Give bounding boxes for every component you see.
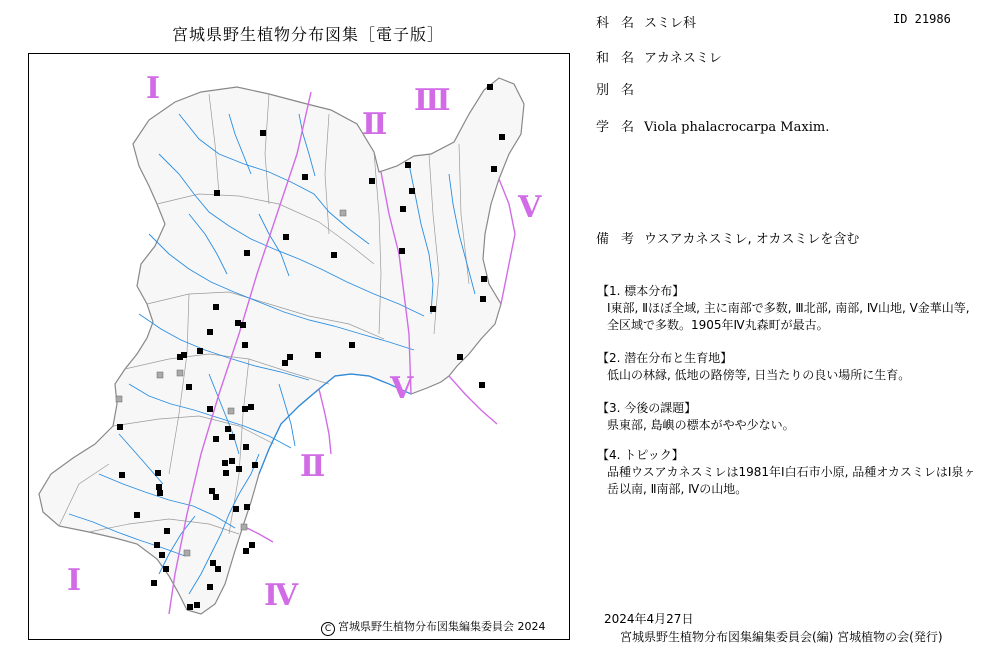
footer-publisher: 宮城県野生植物分布図集編集委員会(編) 宮城植物の会(発行) [620, 630, 943, 644]
section-heading: 【1. 標本分布】 [597, 284, 685, 298]
field-remarks [596, 228, 859, 247]
copyright-icon: C [321, 622, 335, 636]
map-canvas [29, 54, 571, 641]
section-body: 県東部, 島嶼の標本がやや少ない。 [607, 418, 795, 432]
section-future-tasks [597, 400, 982, 434]
field-label-alias: 別名 [596, 83, 647, 98]
region-label-iii: Ⅲ [414, 83, 451, 118]
field-japanese-name [596, 47, 722, 66]
section-topic [597, 447, 982, 498]
section-heading: 【2. 潜在分布と生育地】 [597, 351, 733, 365]
region-label-ii-south: Ⅱ [300, 449, 326, 484]
field-scientific-name [596, 116, 829, 135]
field-family [596, 12, 696, 31]
region-label-v-east: Ⅴ [518, 190, 542, 225]
record-id: ID 21986 [893, 12, 951, 26]
section-potential-distribution [597, 350, 982, 384]
section-heading: 【3. 今後の課題】 [597, 401, 697, 415]
region-label-ii-north: Ⅱ [362, 107, 388, 142]
distribution-map [28, 53, 570, 640]
field-label-japanese-name: 和名 [596, 51, 647, 66]
footer-date: 2024年4月27日 [604, 612, 694, 626]
field-value-remarks: ウスアカネスミレ, オカスミレを含む [644, 232, 860, 247]
page-title: 宮城県野生植物分布図集［電子版］ [172, 25, 445, 44]
section-specimen-distribution [597, 283, 982, 334]
section-heading: 【4. トピック】 [597, 448, 684, 462]
field-label-family: 科名 [596, 16, 647, 31]
field-label-scientific-name: 学名 [596, 120, 647, 135]
field-alias [596, 79, 647, 98]
field-label-remarks: 備考 [596, 232, 647, 247]
region-label-iv: Ⅳ [264, 578, 299, 613]
field-value-japanese-name: アカネスミレ [644, 51, 722, 66]
map-credit-text: 宮城県野生植物分布図集編集委員会 2024 [338, 620, 546, 633]
region-label-v-south: Ⅴ [390, 371, 414, 406]
region-label-i-south: Ⅰ [67, 563, 82, 598]
region-label-i-north: Ⅰ [146, 71, 161, 106]
section-body: 低山の林縁, 低地の路傍等, 日当たりの良い場所に生育。 [607, 368, 911, 382]
field-value-scientific-name: Viola phalacrocarpa Maxim. [644, 120, 830, 135]
prefecture-outline [39, 78, 524, 614]
section-body: 品種ウスアカネスミレは1981年Ⅰ白石市小原, 品種オカスミレはⅠ泉ヶ岳以南, Ⅱ南部, Ⅳの山地。 [607, 465, 976, 496]
section-body: Ⅰ東部, Ⅱほぼ全域, 主に南部で多数, Ⅲ北部, 南部, Ⅳ山地, Ⅴ金華山等, 全区域で多数。1905年Ⅳ丸森町が最古。 [607, 301, 970, 332]
map-credit [321, 618, 546, 636]
field-value-family: スミレ科 [644, 16, 697, 31]
